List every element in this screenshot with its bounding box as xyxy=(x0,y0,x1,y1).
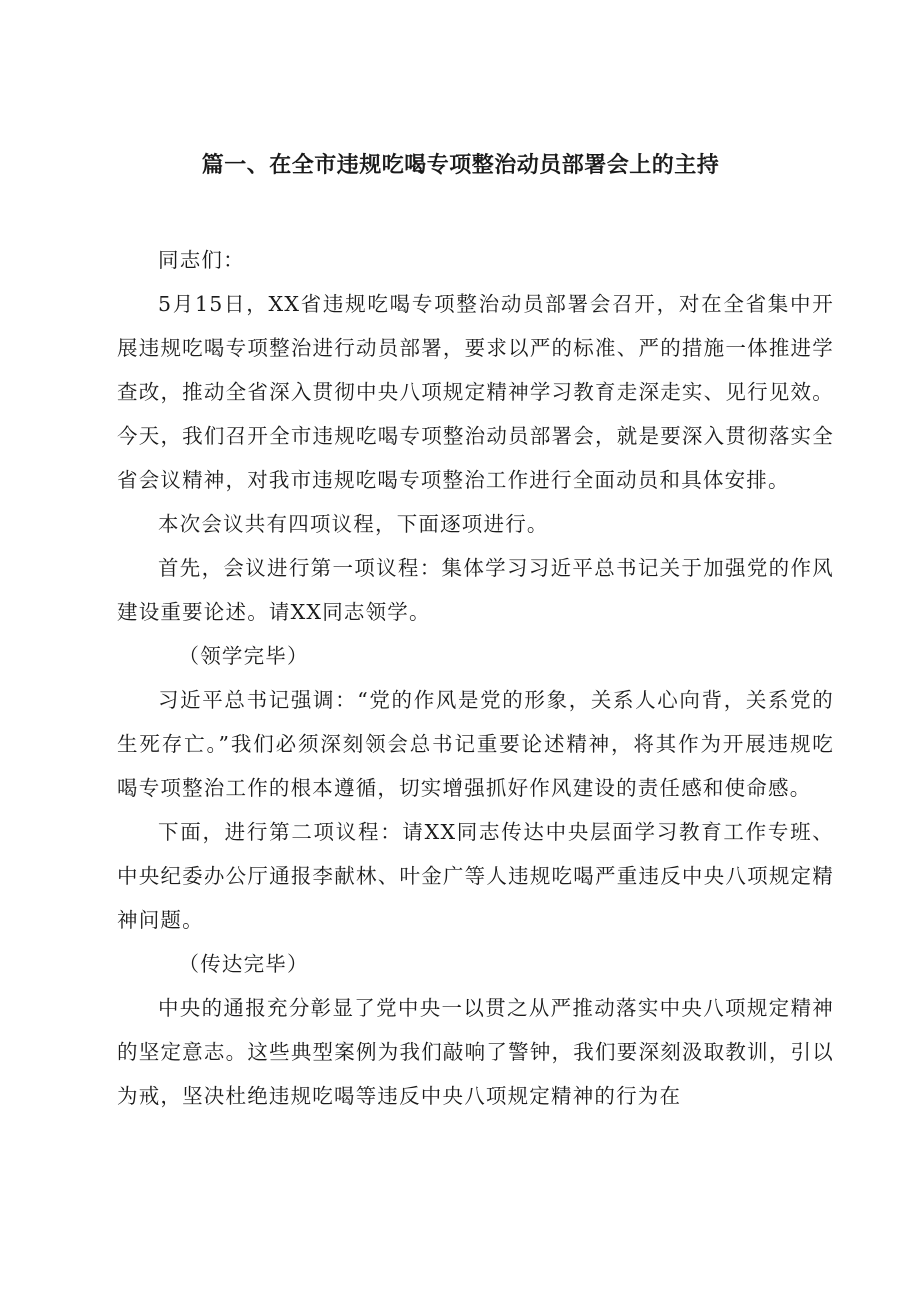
document-title: 篇一、在全市违规吃喝专项整治动员部署会上的主持 xyxy=(201,153,720,178)
paragraph-note-relay-complete: （传达完毕） xyxy=(178,952,309,976)
paragraph-quote: 习近平总书记强调：“党的作风是党的形象，关系人心向背，关系党的生死存亡。”我们必须深刻领会总书记重要论述精神，将其作为开展违规吃喝专项整治工作的根本遵循，切实增强抓好作风建设的责任感和使命感。 xyxy=(117,688,834,800)
document-body xyxy=(117,238,834,1118)
paragraph-agenda-item-1: 首先，会议进行第一项议程：集体学习习近平总书记关于加强党的作风建设重要论述。请XX同志领学。 xyxy=(117,556,834,624)
paragraph-agenda-intro: 本次会议共有四项议程，下面逐项进行。 xyxy=(158,512,549,536)
paragraph-salutation: 同志们： xyxy=(158,248,245,272)
paragraph-notice-commentary: 中央的通报充分彰显了党中央一以贯之从严推动落实中央八项规定精神的坚定意志。这些典型案例为我们敲响了警钟，我们要深刻汲取教训，引以为戒，坚决杜绝违规吃喝等违反中央八项规定精神的行为在 xyxy=(117,996,834,1108)
paragraph-note-study-complete: （领学完毕） xyxy=(178,644,309,668)
paragraph-agenda-item-2: 下面，进行第二项议程：请XX同志传达中央层面学习教育工作专班、中央纪委办公厅通报李献林、叶金广等人违规吃喝严重违反中央八项规定精神问题。 xyxy=(117,820,834,932)
paragraph-opening: 5月15日，XX省违规吃喝专项整治动员部署会召开，对在全省集中开展违规吃喝专项整治进行动员部署，要求以严的标准、严的措施一体推进学查改，推动全省深入贯彻中央八项规定精神学习教育走深走实、见行见效。今天，我们召开全市违规吃喝专项整治动员部署会，就是要深入贯彻落实全省会议精神，对我市违规吃喝专项整治工作进行全面动员和具体安排。 xyxy=(117,292,834,492)
